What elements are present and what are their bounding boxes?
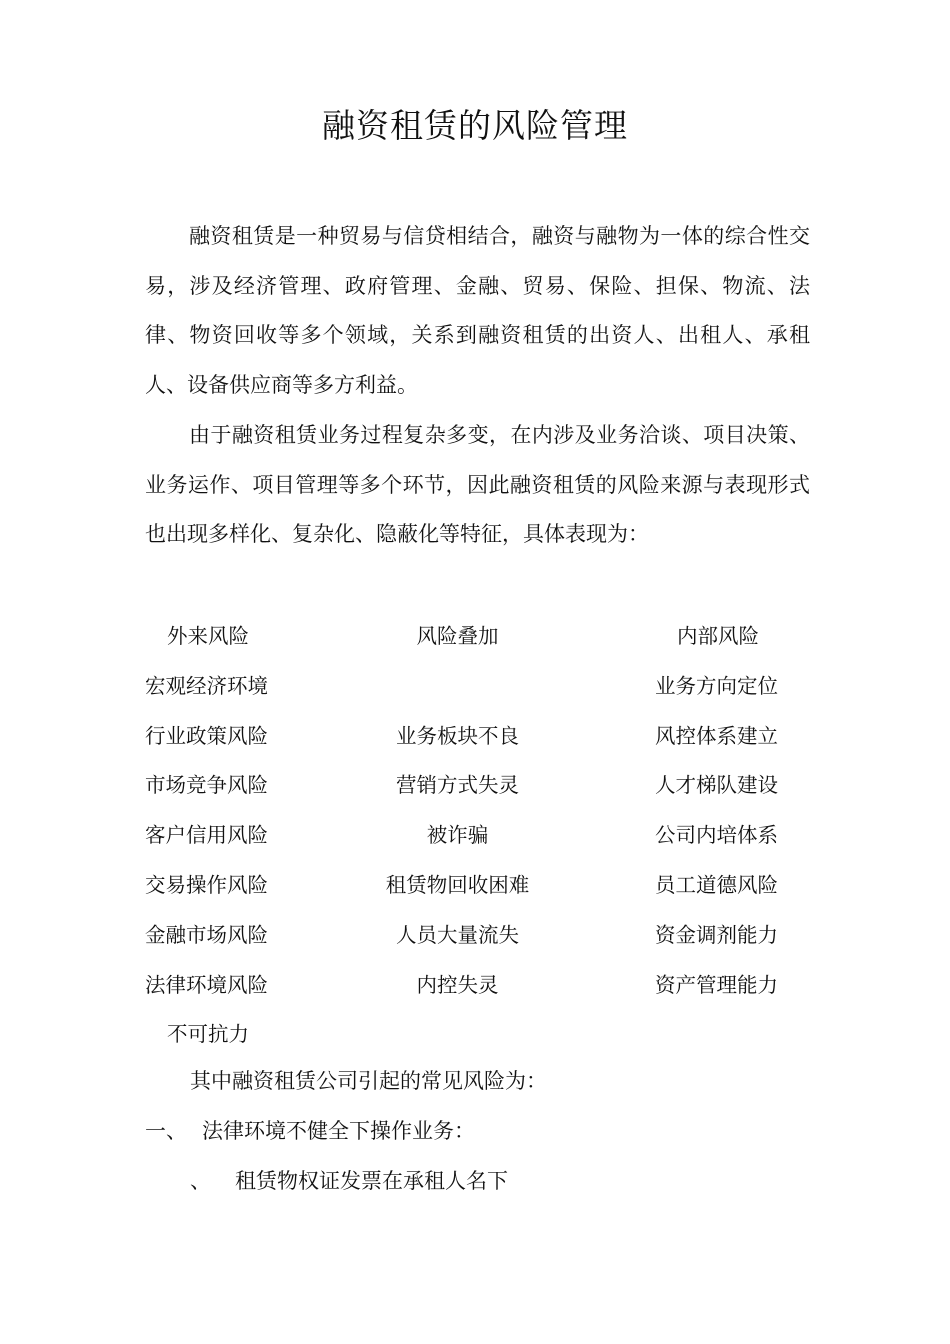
internal-risk-item: 员工道德风险 <box>655 872 778 897</box>
external-risk-item: 市场竞争风险 <box>145 773 268 798</box>
subsection-number: 、 <box>190 1169 211 1193</box>
internal-risk-item: 资产管理能力 <box>655 972 778 997</box>
paragraph-intro: 融资租赁是一种贸易与信贷相结合，融资与融物为一体的综合性交易，涉及经济管理、政府管理、金融、贸易、保险、担保、物流、法律、物资回收等多个领域，关系到融资租赁的出资人、出租人、承租人、设备供应商等多方利益。 <box>145 224 810 397</box>
overlay-risk-item: 租赁物回收困难 <box>385 872 530 897</box>
internal-risk-column <box>655 612 805 1010</box>
overlay-risk-item: 被诈骗 <box>426 823 489 848</box>
internal-risk-item: 风控体系建立 <box>655 723 778 748</box>
overlay-risk-item: 内控失灵 <box>416 972 499 997</box>
external-risk-item: 客户信用风险 <box>145 823 268 848</box>
overlay-risk-item: 人员大量流失 <box>396 922 519 947</box>
section-heading-1 <box>145 1116 475 1146</box>
external-risk-item: 不可抗力 <box>167 1022 249 1047</box>
subsection-heading-1 <box>190 1166 508 1196</box>
internal-risk-item: 人才梯队建设 <box>655 773 778 798</box>
subsection-title: 租赁物权证发票在承租人名下 <box>235 1169 508 1193</box>
external-risk-item: 交易操作风险 <box>145 872 268 897</box>
internal-risk-item: 资金调剂能力 <box>655 922 778 947</box>
section-number: 一、 <box>145 1119 187 1143</box>
external-risk-item: 法律环境风险 <box>145 972 268 997</box>
common-risks-intro: 其中融资租赁公司引起的常见风险为： <box>190 1069 547 1093</box>
external-risk-header: 外来风险 <box>167 624 249 648</box>
overlay-risk-column <box>365 612 550 1010</box>
external-risk-column <box>145 612 315 1060</box>
external-risk-item: 金融市场风险 <box>145 922 268 947</box>
section-title: 法律环境不健全下操作业务： <box>202 1119 475 1143</box>
overlay-risk-header: 风险叠加 <box>416 624 499 648</box>
overlay-risk-item <box>365 662 550 712</box>
overlay-risk-item: 业务板块不良 <box>396 723 519 748</box>
document-title: 融资租赁的风险管理 <box>322 106 628 145</box>
paragraph-risk-sources: 由于融资租赁业务过程复杂多变，在内涉及业务洽谈、项目决策、业务运作、项目管理等多个环节，因此融资租赁的风险来源与表现形式也出现多样化、复杂化、隐蔽化等特征，具体表现为： <box>145 423 810 546</box>
internal-risk-item: 业务方向定位 <box>655 673 778 698</box>
external-risk-item: 宏观经济环境 <box>145 673 268 698</box>
internal-risk-item: 公司内培体系 <box>655 823 778 848</box>
overlay-risk-item: 营销方式失灵 <box>396 773 519 798</box>
external-risk-item: 行业政策风险 <box>145 723 268 748</box>
internal-risk-header: 内部风险 <box>677 624 759 648</box>
